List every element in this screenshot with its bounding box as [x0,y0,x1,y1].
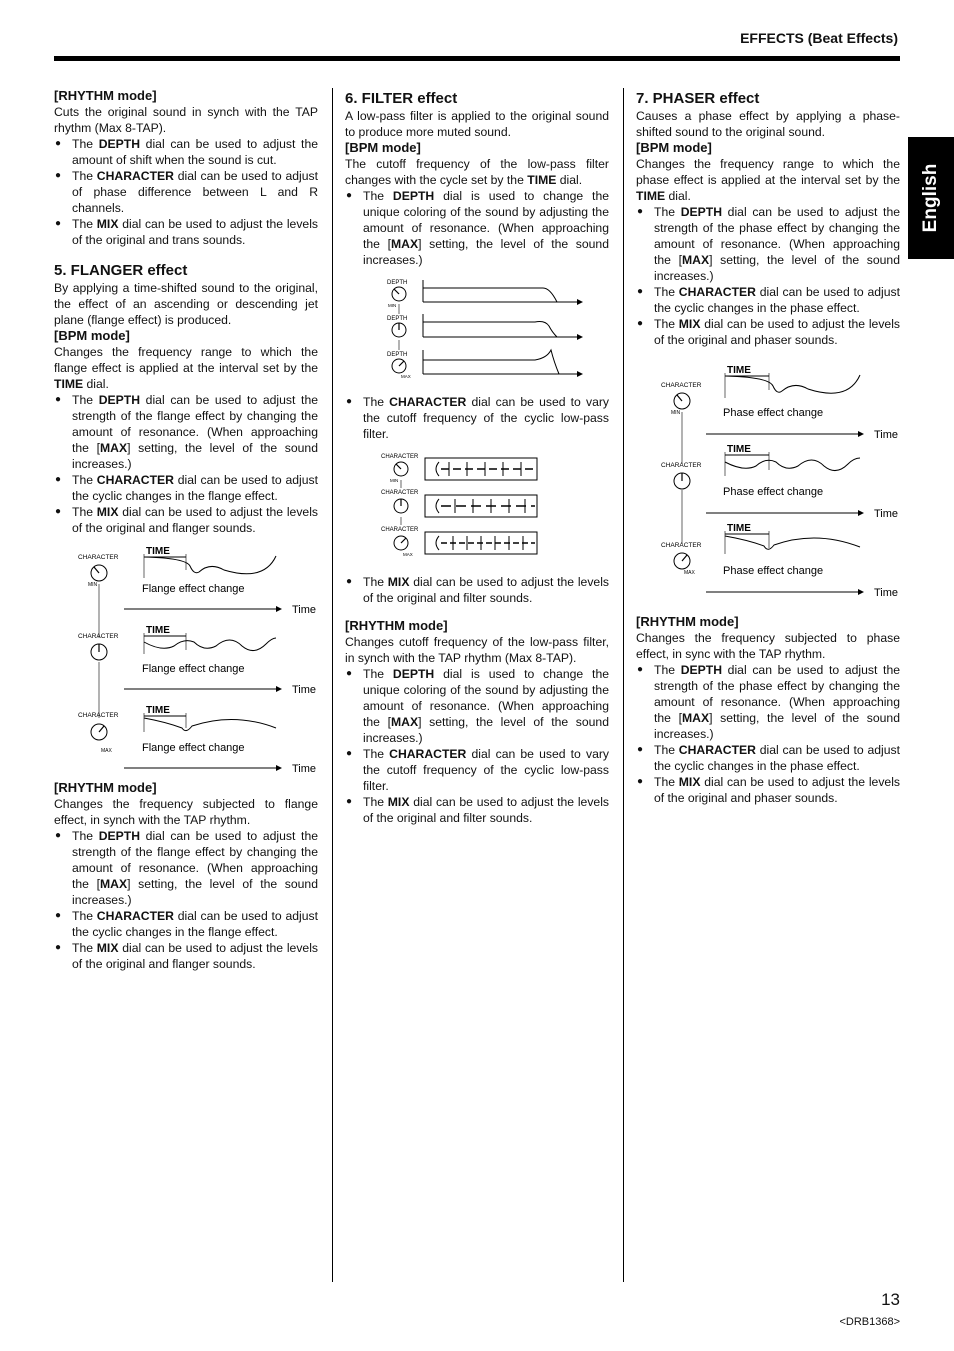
knob-label: CHARACTER [661,462,702,469]
list-item: ● The MIX dial can be used to adjust the levels of the original and trans sounds. [54,216,318,248]
list-item: ● The DEPTH dial can be used to adjust the strength of the phase effect by changing the amount of resonance. (When approaching the [MAX] setting, the level of the sound increases.) [636,204,900,284]
rhythm-mode-heading: [RHYTHM mode] [54,88,157,103]
max-label: MAX [403,552,413,557]
bullet-list [345,574,609,606]
flange-wave [144,556,276,574]
paragraph: Changes cutoff frequency of the low-pass filter, in synch with the TAP rhythm (Max 8-TAP). [345,635,609,665]
phase-wave [725,375,860,393]
time-label: TIME [727,523,751,534]
bullet-list [54,828,318,972]
knob-label: DEPTH [387,352,408,358]
max-label: MAX [101,748,112,754]
time-label: TIME [727,365,751,376]
phaser-effect-heading: 7. PHASER effect [636,90,760,107]
knob-label: CHARACTER [78,633,119,640]
time-label: TIME [146,705,170,716]
flange-wave [144,638,276,651]
list-item: ● The CHARACTER dial can be used to adjust the cyclic changes in the phase effect. [636,284,900,316]
paragraph: Cuts the original sound in synch with the TAP rhythm (Max 8-TAP). [54,105,318,135]
filter-curve [423,350,559,374]
rhythm-mode-heading: [RHYTHM mode] [636,614,739,629]
list-item: ● The CHARACTER dial can be used to vary the cutoff frequency of the cyclic low-pass filter. [345,394,609,442]
change-label: Phase effect change [723,407,824,419]
column-3 [636,88,900,806]
list-item: ● The MIX dial can be used to adjust the levels of the original and filter sounds. [345,794,609,826]
bpm-mode-heading: [BPM mode] [636,140,712,155]
paragraph: Changes the frequency range to which the flange effect is applied at the interval set by the TIME dial. [54,345,318,391]
knob-label: DEPTH [387,316,408,322]
list-item: ● The DEPTH dial can be used to adjust the amount of shift when the sound is cut. [54,136,318,168]
min-label: MIN [388,303,397,308]
flange-effect-diagram [54,542,318,772]
list-item: ● The CHARACTER dial can be used to adjust the cyclic changes in the phase effect. [636,742,900,774]
max-label: MAX [684,570,695,576]
list-item: ● The MIX dial can be used to adjust the levels of the original and filter sounds. [345,574,609,606]
list-item: ● The CHARACTER dial can be used to adjust the cyclic changes in the flange effect. [54,472,318,504]
change-label: Flange effect change [142,663,245,675]
knob-label: CHARACTER [661,542,702,549]
column-divider [332,88,333,1282]
paragraph: The cutoff frequency of the low-pass filter changes with the cycle set by the TIME dial. [345,157,609,187]
bpm-mode-heading: [BPM mode] [345,140,421,155]
time-label: TIME [146,546,170,557]
column-1 [54,88,318,972]
axis-label: Time [874,508,899,520]
knob-label: DEPTH [387,280,408,286]
phase-wave [725,536,860,549]
flange-wave [144,718,276,731]
paragraph: Changes the frequency subjected to phase effect, in sync with the TAP rhythm. [636,631,900,661]
list-item: ● The CHARACTER dial can be used to vary the cutoff frequency of the cyclic low-pass filter. [345,746,609,794]
phase-wave [725,458,860,471]
bullet-list [54,392,318,536]
filter-curve [423,288,557,302]
filter-effect-heading: 6. FILTER effect [345,90,458,107]
knob-label: CHARACTER [78,554,119,561]
list-item: ● The MIX dial can be used to adjust the levels of the original and phaser sounds. [636,774,900,806]
bullet-list [636,662,900,806]
axis-label: Time [292,684,317,696]
bullet-list [345,666,609,826]
knob-label: CHARACTER [78,712,119,719]
max-label: MAX [401,374,411,379]
list-item: ● The DEPTH dial can be used to adjust the strength of the flange effect by changing the amount of resonance. (When approaching the [MAX] setting, the level of the sound increases.) [54,392,318,472]
list-item: ● The CHARACTER dial can be used to adjust of phase difference between L and R channels. [54,168,318,216]
filter-curve [423,322,557,338]
min-label: MIN [390,478,399,483]
list-item: ● The MIX dial can be used to adjust the levels of the original and flanger sounds. [54,504,318,536]
paragraph: Changes the frequency range to which the phase effect is applied at the interval set by the TIME dial. [636,157,900,203]
language-tab-label: English [920,163,941,233]
axis-label: Time [292,604,317,616]
bullet-list [345,188,609,268]
list-item: ● The MIX dial can be used to adjust the levels of the original and flanger sounds. [54,940,318,972]
paragraph: By applying a time-shifted sound to the original, the effect of an ascending or descending jet plane (flange effect) is produced. [54,281,318,327]
section-title: EFFECTS (Beat Effects) [740,30,898,46]
document-code: <DRB1368> [839,1316,900,1328]
knob-label: CHARACTER [661,382,702,389]
bullet-list [636,204,900,348]
change-label: Phase effect change [723,565,824,577]
filter-character-diagram [345,448,609,566]
paragraph: Causes a phase effect by applying a phase-shifted sound to the original sound. [636,109,900,139]
phase-effect-diagram [636,360,900,600]
bullet-list [345,394,609,442]
change-label: Flange effect change [142,742,245,754]
page-number: 13 [881,1290,900,1309]
list-item: ● The DEPTH dial can be used to adjust the strength of the flange effect by changing the amount of resonance. (When approaching the [MAX] setting, the level of the sound increases.) [54,828,318,908]
min-label: MIN [671,410,681,416]
list-item: ● The MIX dial can be used to adjust the levels of the original and phaser sounds. [636,316,900,348]
language-tab [908,137,954,259]
column-divider [623,88,624,1282]
header-rule [54,56,900,61]
bullet-list [54,136,318,248]
knob-label: CHARACTER [381,490,419,496]
column-2 [345,88,609,826]
min-label: MIN [88,582,98,588]
rhythm-mode-heading: [RHYTHM mode] [345,618,448,633]
paragraph: Changes the frequency subjected to flange effect, in synch with the TAP rhythm. [54,797,318,827]
knob-label: CHARACTER [381,527,419,533]
axis-label: Time [874,429,899,441]
time-label: TIME [146,625,170,636]
axis-label: Time [292,763,317,772]
axis-label: Time [874,587,899,599]
filter-depth-diagram [345,274,609,386]
list-item: ● The DEPTH dial can be used to adjust the strength of the phase effect by changing the amount of resonance. (When approaching the [MAX] setting, the level of the sound increases.) [636,662,900,742]
change-label: Phase effect change [723,486,824,498]
list-item: ● The CHARACTER dial can be used to adjust the cyclic changes in the flange effect. [54,908,318,940]
paragraph: A low-pass filter is applied to the original sound to produce more muted sound. [345,109,609,139]
time-label: TIME [727,444,751,455]
flanger-effect-heading: 5. FLANGER effect [54,262,188,279]
knob-label: CHARACTER [381,454,419,460]
list-item: ● The DEPTH dial is used to change the unique coloring of the sound by adjusting the amount of resonance. (When approaching the [MAX] setting, the level of the sound increases.) [345,188,609,268]
rhythm-mode-heading: [RHYTHM mode] [54,780,157,795]
bpm-mode-heading: [BPM mode] [54,328,130,343]
list-item: ● The DEPTH dial is used to change the unique coloring of the sound by adjusting the amount of resonance. (When approaching the [MAX] setting, the level of the sound increases.) [345,666,609,746]
change-label: Flange effect change [142,583,245,595]
